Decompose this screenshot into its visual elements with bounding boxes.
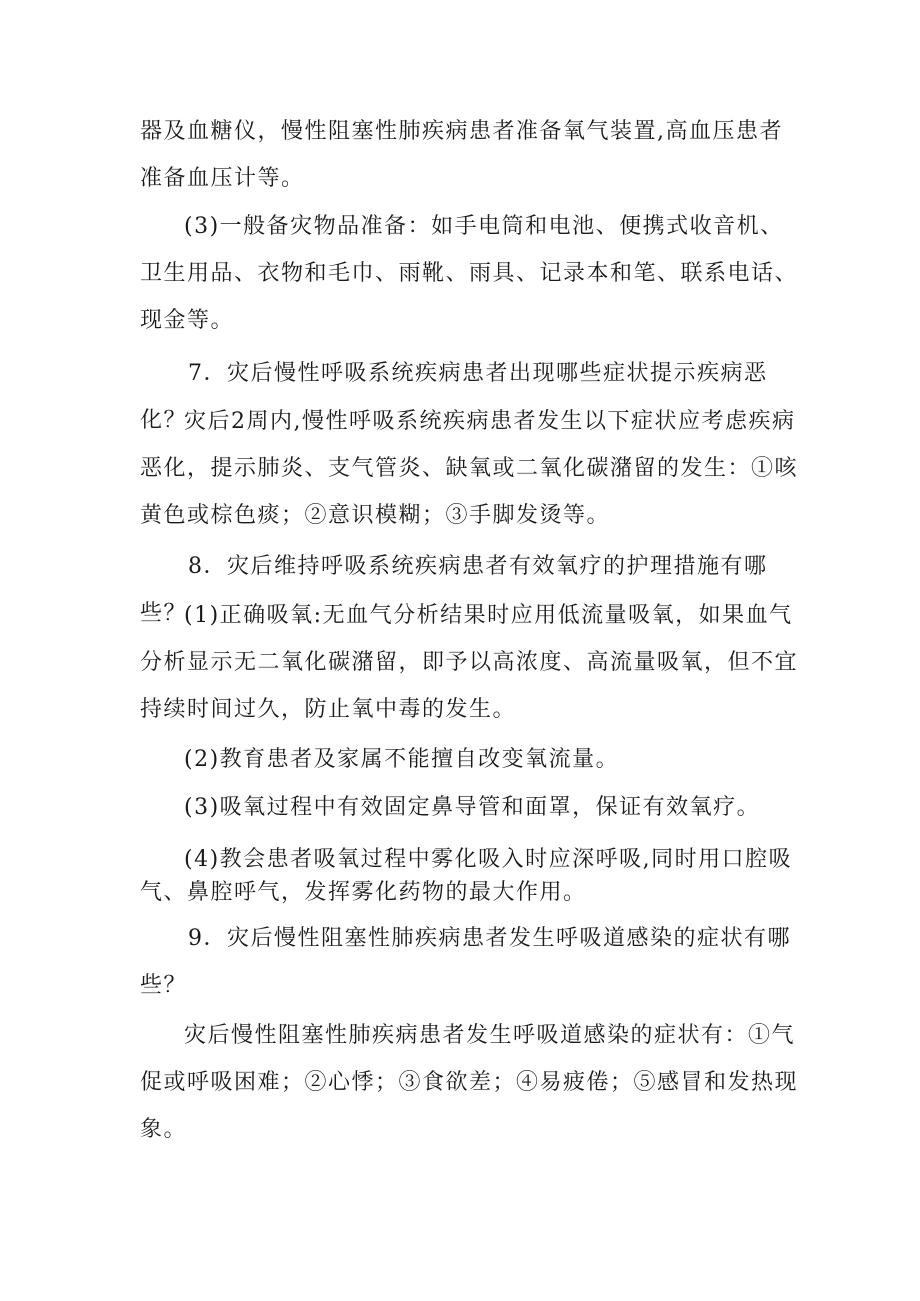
- paragraph-disaster-supplies: (3)一般备灾物品准备：如手电筒和电池、便携式收音机、卫生用品、衣物和毛巾、雨靴、雨具、记录本和笔、联系电话、现金等。: [140, 214, 799, 333]
- question-8: 8．灾后维持呼吸系统疾病患者有效氧疗的护理措施有哪些？: [140, 554, 768, 626]
- answer-9: 灾后慢性阻塞性肺疾病患者发生呼吸道感染的症状有：①气促或呼吸困难；②心悸；③食欲差；④易疲倦；⑤感冒和发热现象。: [140, 1023, 799, 1142]
- question-9: 9．灾后慢性阻塞性肺疾病患者发生呼吸道感染的症状有哪些？: [140, 926, 791, 998]
- answer-8-item-4: (4)教会患者吸氧过程中雾化吸入时应深呼吸,同时用口腔吸气、鼻腔呼气，发挥雾化药物的最大作用。: [140, 847, 793, 905]
- answer-8-item-3: (3)吸氧过程中有效固定鼻导管和面罩，保证有效氧疗。: [184, 795, 761, 820]
- question-7: 7．灾后慢性呼吸系统疾病患者出现哪些症状提示疾病恶化？: [140, 361, 768, 433]
- answer-8-item-2: (2)教育患者及家属不能擅自改变氧流量。: [184, 747, 620, 772]
- answer-8-item-1: (1)正确吸氧:无血气分析结果时应用低流量吸氧，如果血气分析显示无二氧化碳潴留，即予以高浓度、高流量吸氧，但不宜持续时间过久，防止氧中毒的发生。: [140, 603, 799, 722]
- answer-7: 灾后2周内,慢性呼吸系统疾病患者发生以下症状应考虑疾病恶化，提示肺炎、支气管炎、缺氧或二氧化碳潴留的发生：①咳黄色或棕色痰；②意识模糊；③手脚发烫等。: [140, 409, 799, 528]
- paragraph-continuation: 器及血糖仪，慢性阻塞性肺疾病患者准备氧气装置,高血压患者准备血压计等。: [140, 119, 783, 191]
